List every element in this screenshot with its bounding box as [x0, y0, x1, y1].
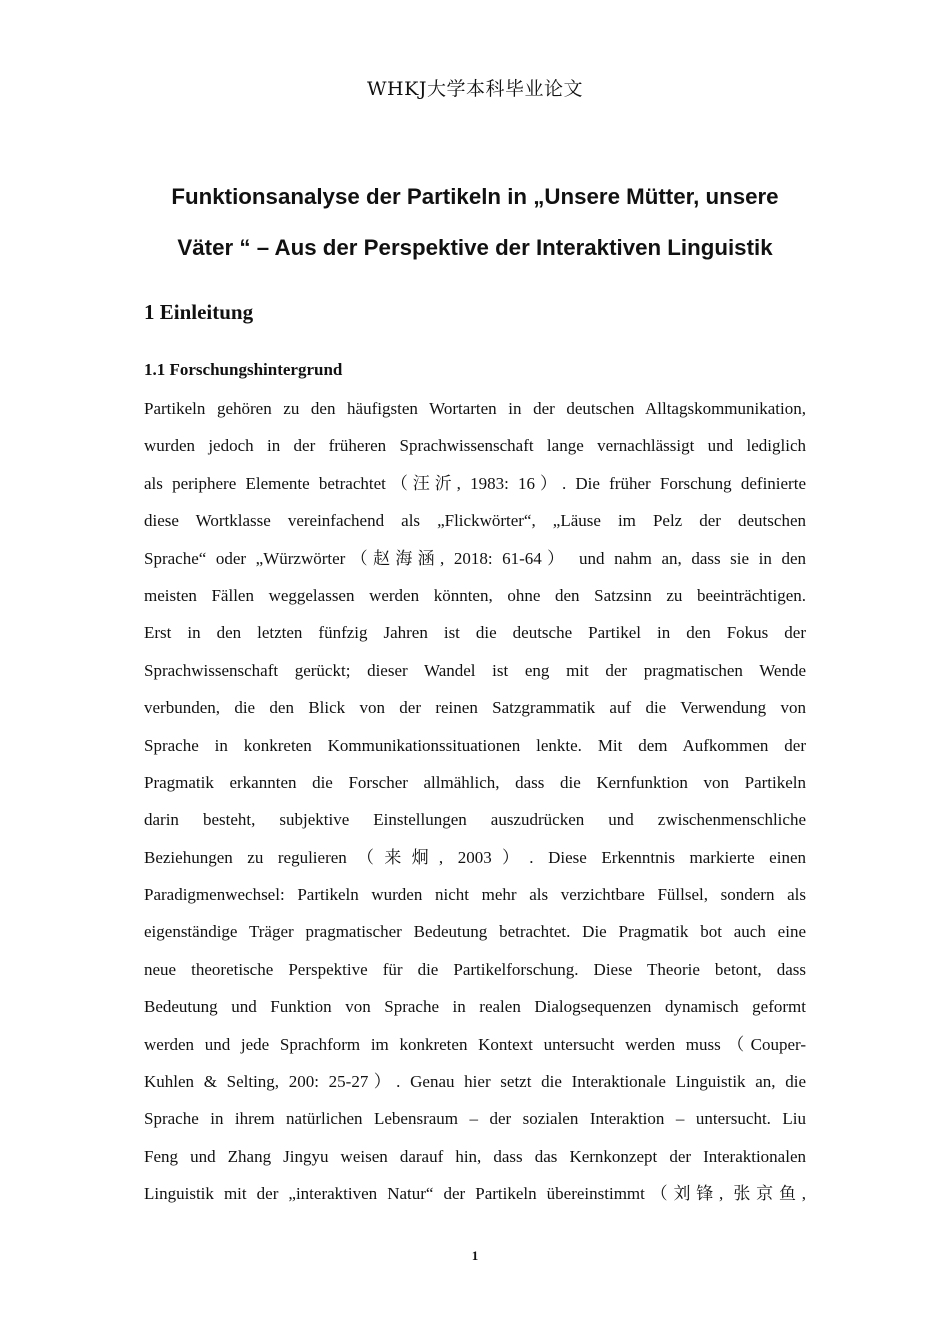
section-heading: 1 Einleitung: [144, 300, 254, 324]
running-header: WHKJ大学本科毕业论文: [367, 78, 583, 100]
body-line: Kuhlen & Selting, 200: 25-27）. Genau hier setzt die Interaktionale Linguistik an, die: [144, 1072, 806, 1092]
body-line: Sprachwissenschaft gerückt; dieser Wandel ist eng mit der pragmatischen Wende: [144, 660, 806, 680]
body-line: diese Wortklasse vereinfachend als „Flickwörter“, „Läuse im Pelz der deutschen: [144, 511, 806, 531]
body-line: werden und jede Sprachform im konkreten Kontext untersucht werden muss（Couper-: [144, 1034, 806, 1054]
body-line: Erst in den letzten fünfzig Jahren ist die deutsche Partikel in den Fokus der: [144, 623, 806, 643]
body-line: eigenständige Träger pragmatischer Bedeutung betrachtet. Die Pragmatik bot auch eine: [144, 922, 806, 942]
body-line: Linguistik mit der „interaktiven Natur“ der Partikeln übereinstimmt（刘锋, 张京鱼,: [144, 1184, 806, 1204]
body-line: Sprache in ihrem natürlichen Lebensraum – der sozialen Interaktion – untersucht. Liu: [144, 1109, 806, 1129]
body-line: darin besteht, subjektive Einstellungen auszudrücken und zwischenmenschliche: [144, 810, 806, 830]
subsection-heading: 1.1 Forschungshintergrund: [144, 360, 343, 379]
body-line: neue theoretische Perspektive für die Partikelforschung. Diese Theorie betont, dass: [144, 959, 806, 979]
body-paragraph: [144, 390, 806, 1213]
body-line: Sprache“ oder „Würzwörter（赵海涵, 2018: 61-64） und nahm an, dass sie in den: [144, 548, 806, 568]
body-line: Sprache in konkreten Kommunikationssituationen lenkte. Mit dem Aufkommen der: [144, 735, 806, 755]
thesis-title-line-2: Väter “ – Aus der Perspektive der Interaktiven Linguistik: [177, 235, 773, 260]
body-line: meisten Fällen weggelassen werden könnten, ohne den Satzsinn zu beeinträchtigen.: [144, 585, 806, 605]
page-number: 1: [471, 1248, 479, 1263]
body-line: Feng und Zhang Jingyu weisen darauf hin, dass das Kernkonzept der Interaktionalen: [144, 1146, 806, 1166]
body-line: Bedeutung und Funktion von Sprache in realen Dialogsequenzen dynamisch geformt: [144, 997, 806, 1017]
thesis-title: [144, 171, 806, 273]
body-line: verbunden, die den Blick von der reinen Satzgrammatik auf die Verwendung von: [144, 698, 806, 718]
body-line: wurden jedoch in der früheren Sprachwissenschaft lange vernachlässigt und lediglich: [144, 436, 806, 456]
body-line: Paradigmenwechsel: Partikeln wurden nicht mehr als verzichtbare Füllsel, sondern als: [144, 885, 806, 905]
body-line: als periphere Elemente betrachtet（汪沂, 1983: 16）. Die früher Forschung definierte: [144, 473, 806, 493]
body-line: Beziehungen zu regulieren（来炯, 2003）. Diese Erkenntnis markierte einen: [144, 847, 806, 867]
thesis-title-line-1: Funktionsanalyse der Partikeln in „Unsere Mütter, unsere: [171, 184, 779, 209]
body-line: Partikeln gehören zu den häufigsten Wortarten in der deutschen Alltagskommunikation,: [144, 399, 806, 418]
body-line: Pragmatik erkannten die Forscher allmählich, dass die Kernfunktion von Partikeln: [144, 772, 806, 792]
